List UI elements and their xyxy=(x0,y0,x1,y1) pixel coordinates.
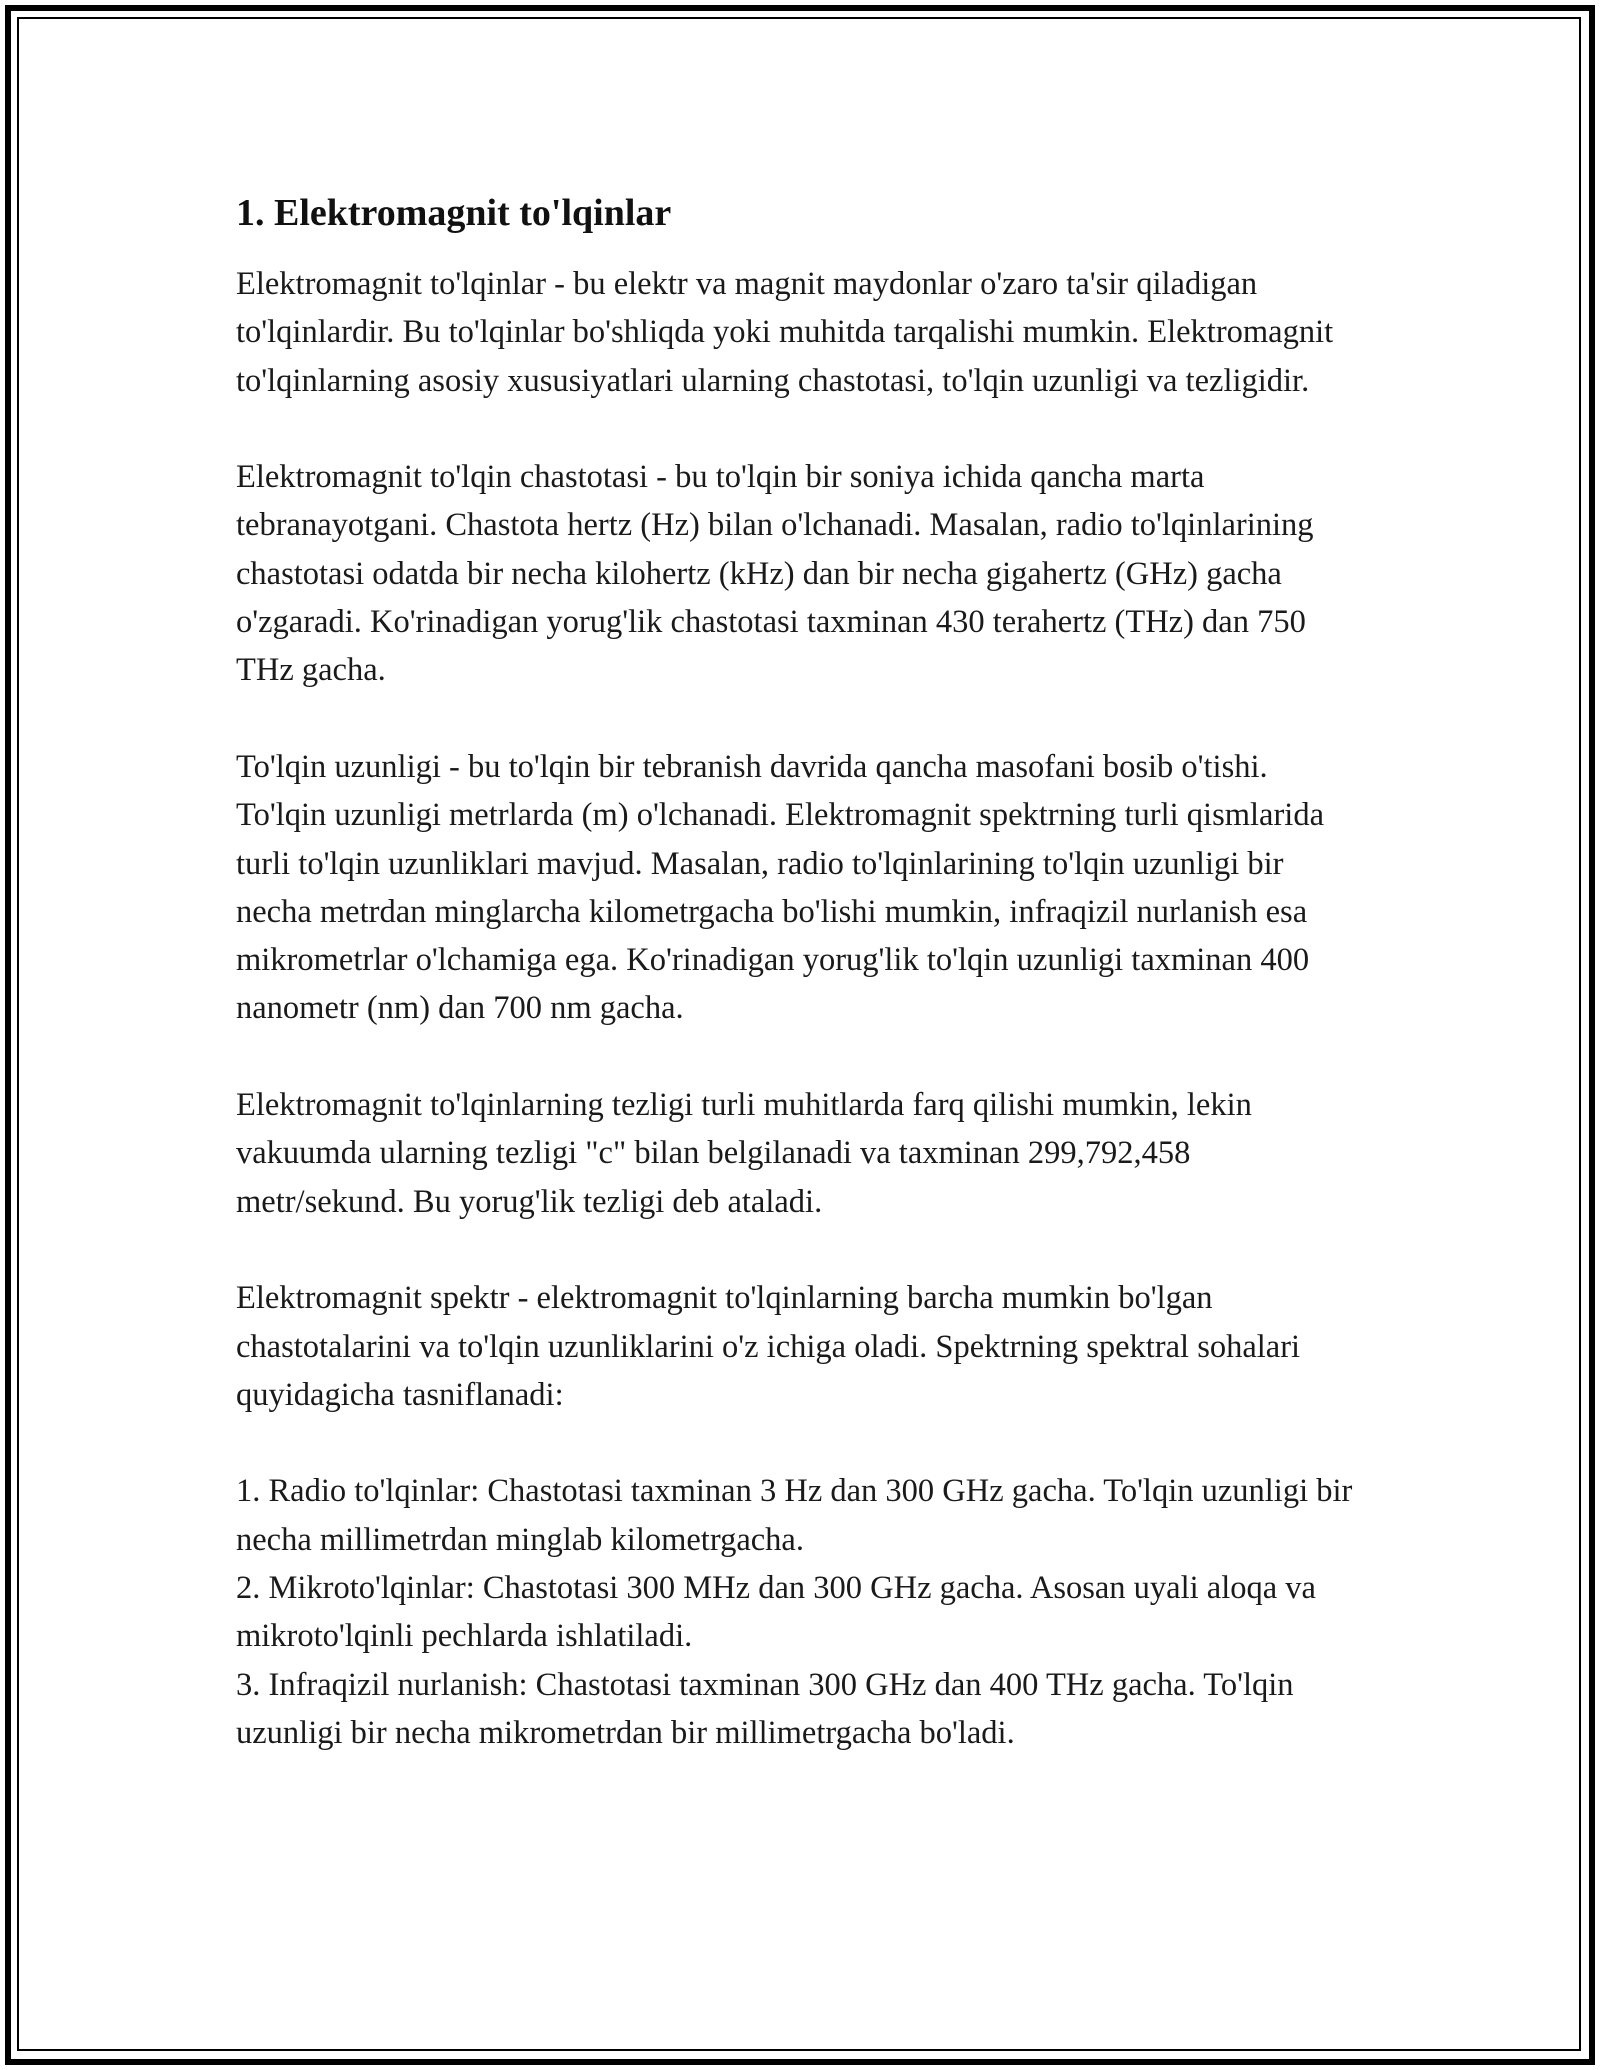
paragraph-frequency: Elektromagnit to'lqin chastotasi - bu to'lqin bir soniya ichida qancha marta tebranayotgani. Chastota hertz (Hz) bilan o'lchanadi. Masalan, radio to'lqinlarining chastotasi odatda bir necha kilohertz (kHz) dan bir necha gigahertz (GHz) gacha o'zgaradi. Ko'rinadigan yorug'lik chastotasi taxminan 430 terahertz (THz) dan 750 THz gacha. xyxy=(236,459,1314,689)
list-item-radio: 1. Radio to'lqinlar: Chastotasi taxminan 3 Hz dan 300 GHz gacha. To'lqin uzunligi bir necha millimetrdan minglab kilometrgacha. xyxy=(236,1473,1353,1558)
list-item-infrared: 3. Infraqizil nurlanish: Chastotasi taxminan 300 GHz dan 400 THz gacha. To'lqin uzunligi bir necha mikrometrdan bir millimetrgacha bo'ladi. xyxy=(236,1666,1294,1751)
document-body xyxy=(236,190,1364,1757)
paragraph-wavelength: To'lqin uzunligi - bu to'lqin bir tebranish davrida qancha masofani bosib o'tishi. To'lqin uzunligi metrlarda (m) o'lchanadi. Elektromagnit spektrning turli qismlarida turli to'lqin uzunliklari mavjud. Masalan, radio to'lqinlarining to'lqin uzunligi bir necha metrdan minglarcha kilometrgacha bo'lishi mumkin, infraqizil nurlanish esa mikrometrlar o'lchamiga ega. Ko'rinadigan yorug'lik to'lqin uzunligi taxminan 400 nanometr (nm) dan 700 nm gacha. xyxy=(236,748,1324,1027)
paragraph-spectrum: Elektromagnit spektr - elektromagnit to'lqinlarning barcha mumkin bo'lgan chastotalarini va to'lqin uzunliklarini o'z ichiga oladi. Spektrning spektral sohalari quyidagicha tasniflanadi: xyxy=(236,1280,1301,1413)
paragraph-speed: Elektromagnit to'lqinlarning tezligi turli muhitlarda farq qilishi mumkin, lekin vakuumda ularning tezligi "c" bilan belgilanadi va taxminan 299,792,458 metr/sekund. Bu yorug'lik tezligi deb ataladi. xyxy=(236,1087,1252,1220)
page-title: 1. Elektromagnit to'lqinlar xyxy=(236,192,672,234)
paragraph-intro: Elektromagnit to'lqinlar - bu elektr va magnit maydonlar o'zaro ta'sir qiladigan to'lqinlardir. Bu to'lqinlar bo'shliqda yoki muhitda tarqalishi mumkin. Elektromagnit to'lqinlarning asosiy xususiyatlari ularning chastotasi, to'lqin uzunligi va tezligidir. xyxy=(236,266,1334,399)
list-item-microwave: 2. Mikroto'lqinlar: Chastotasi 300 MHz dan 300 GHz gacha. Asosan uyali aloqa va mikroto'lqinli pechlarda ishlatiladi. xyxy=(236,1570,1316,1655)
spectrum-list xyxy=(236,1467,1364,1757)
